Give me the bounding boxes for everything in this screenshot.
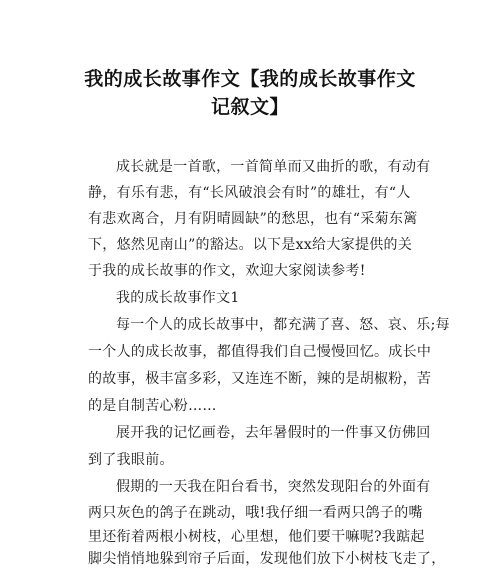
section-heading: 我的成长故事作文1 [116,290,240,306]
body-line-12: 到了我眼前。 [88,452,174,468]
document-title-line-1: 我的成长故事作文【我的成长故事作文 [84,68,416,90]
body-line-8: 一个人的成长故事，都值得我们自己慢慢回忆。成长中 [88,344,432,360]
body-line-2: 静，有乐有悲，有“长风破浪会有时”的雄壮，有“人 [88,185,411,201]
body-line-15: 里还衔着两根小树枝，心里想，他们要干嘛呢?我踮起 [88,529,425,545]
body-line-1: 成长就是一首歌，一首简单而又曲折的歌，有动有 [116,159,431,175]
body-line-7: 每一个人的成长故事中，都充满了喜、怒、哀、乐;每 [116,317,450,333]
body-line-11: 展开我的记忆画卷，去年暑假时的一件事又仿佛回 [116,425,431,441]
body-line-3: 有悲欢离合，月有阴晴圆缺”的愁思，也有“采菊东篱 [88,211,418,227]
body-line-16: 脚尖悄悄地躲到帘子后面，发现他们放下小树枝飞走了， [88,551,446,567]
body-line-9: 的故事，极丰富多彩，又连连不断，辣的是胡椒粉，苦 [88,371,432,387]
body-line-13: 假期的一天我在阳台看书，突然发现阳台的外面有 [116,479,431,495]
body-line-5: 于我的成长故事的作文，欢迎大家阅读参考! [88,263,366,279]
body-line-14: 两只灰色的鸽子在跳动，哦!我仔细一看两只鸽子的嘴 [88,505,423,521]
document-title-line-2: 记叙文】 [210,96,289,118]
body-line-4: 下，悠然见南山”的豁达。以下是xx给大家提供的关 [88,237,413,253]
body-line-10: 的是自制苦心粉…… [88,398,217,414]
